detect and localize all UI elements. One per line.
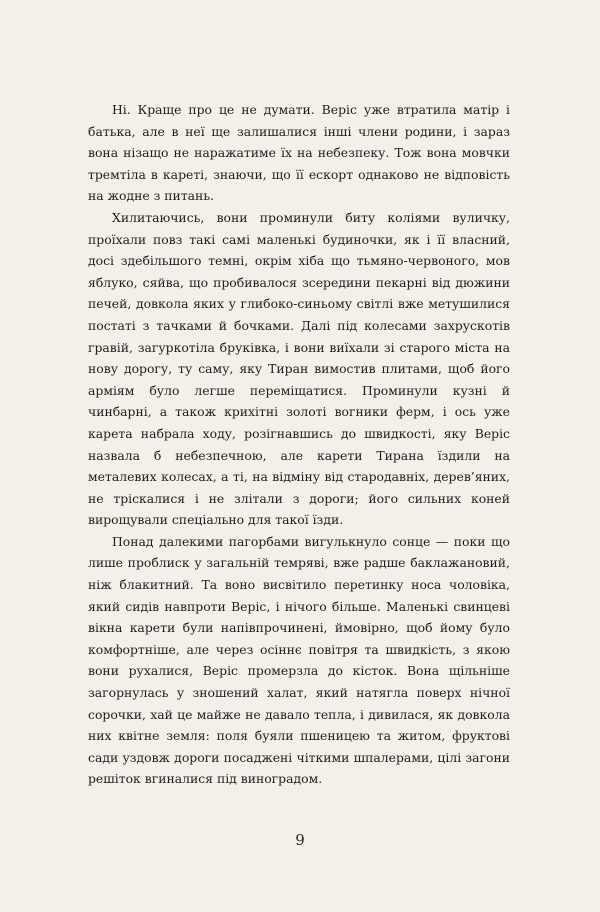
paragraph-3: Понад далекими пагорбами вигулькнуло сонце — поки що лише проблиск у загальній темряві, вже радше баклажановий, ніж блакитний. Та воно висвітило перетинку носа чоловіка, який сидів навпроти Веріс, і нічого більше. Маленькі свинцеві вікна карети були напівпрочинені, ймовірно, щоб йому було комфортніше, але через осіннє повітря та швидкість, з якою вони рухалися, Веріс промерзла до кісток. Вона щільніше загорнулась у зношений халат, який натягла поверх нічної сорочки, хай це майже не давало тепла, і дивилася, як довкола них квітне земля: поля буяли пшеницею та житом, фруктові сади уздовж дороги посаджені чіткими шпалерами, цілі загони решіток вгиналися під виноградом. xyxy=(88,533,510,787)
page-number: 9 xyxy=(295,831,305,849)
paragraph-2: Хилитаючись, вони проминули биту коліями вуличку, проїхали повз такі самі маленькі будиночки, як і її власний, досі здебільшого темні, окрім хіба що тьмяно-червоного, мов яблуко, сяйва, що пробивалося зсередини пекарні від дюжини печей, довкола яких у глибоко-синьому світлі вже метушилися постаті з тачками й бочками. Далі під колесами захрускотів гравій, загуркотіла бруківка, і вони виїхали зі старого міста на нову дорогу, ту саму, яку Тиран вимостив плитами, щоб його арміям було легше переміщатися. Проминули кузні й чинбарні, а також крихітні золоті вогники ферм, і ось уже карета набрала ходу, розігнавшись до швидкості, яку Веріс назвала б небезпечною, але карети Тирана їздили на металевих колесах, а ті, на відміну від стародавніх, дерев’яних, не тріскалися і не злітали з дороги; його сильних коней вирощували спеціально для такої їзди. xyxy=(88,209,510,528)
paragraph-1: Ні. Краще про це не думати. Веріс уже втратила матір і батька, але в неї ще залишалися інші члени родини, і зараз вона нізащо не наражатиме їх на небезпеку. Тож вона мовчки тремтіла в кареті, знаючи, що її ескорт однаково не відповість на жодне з питань. xyxy=(88,102,510,204)
body-text xyxy=(88,99,510,790)
